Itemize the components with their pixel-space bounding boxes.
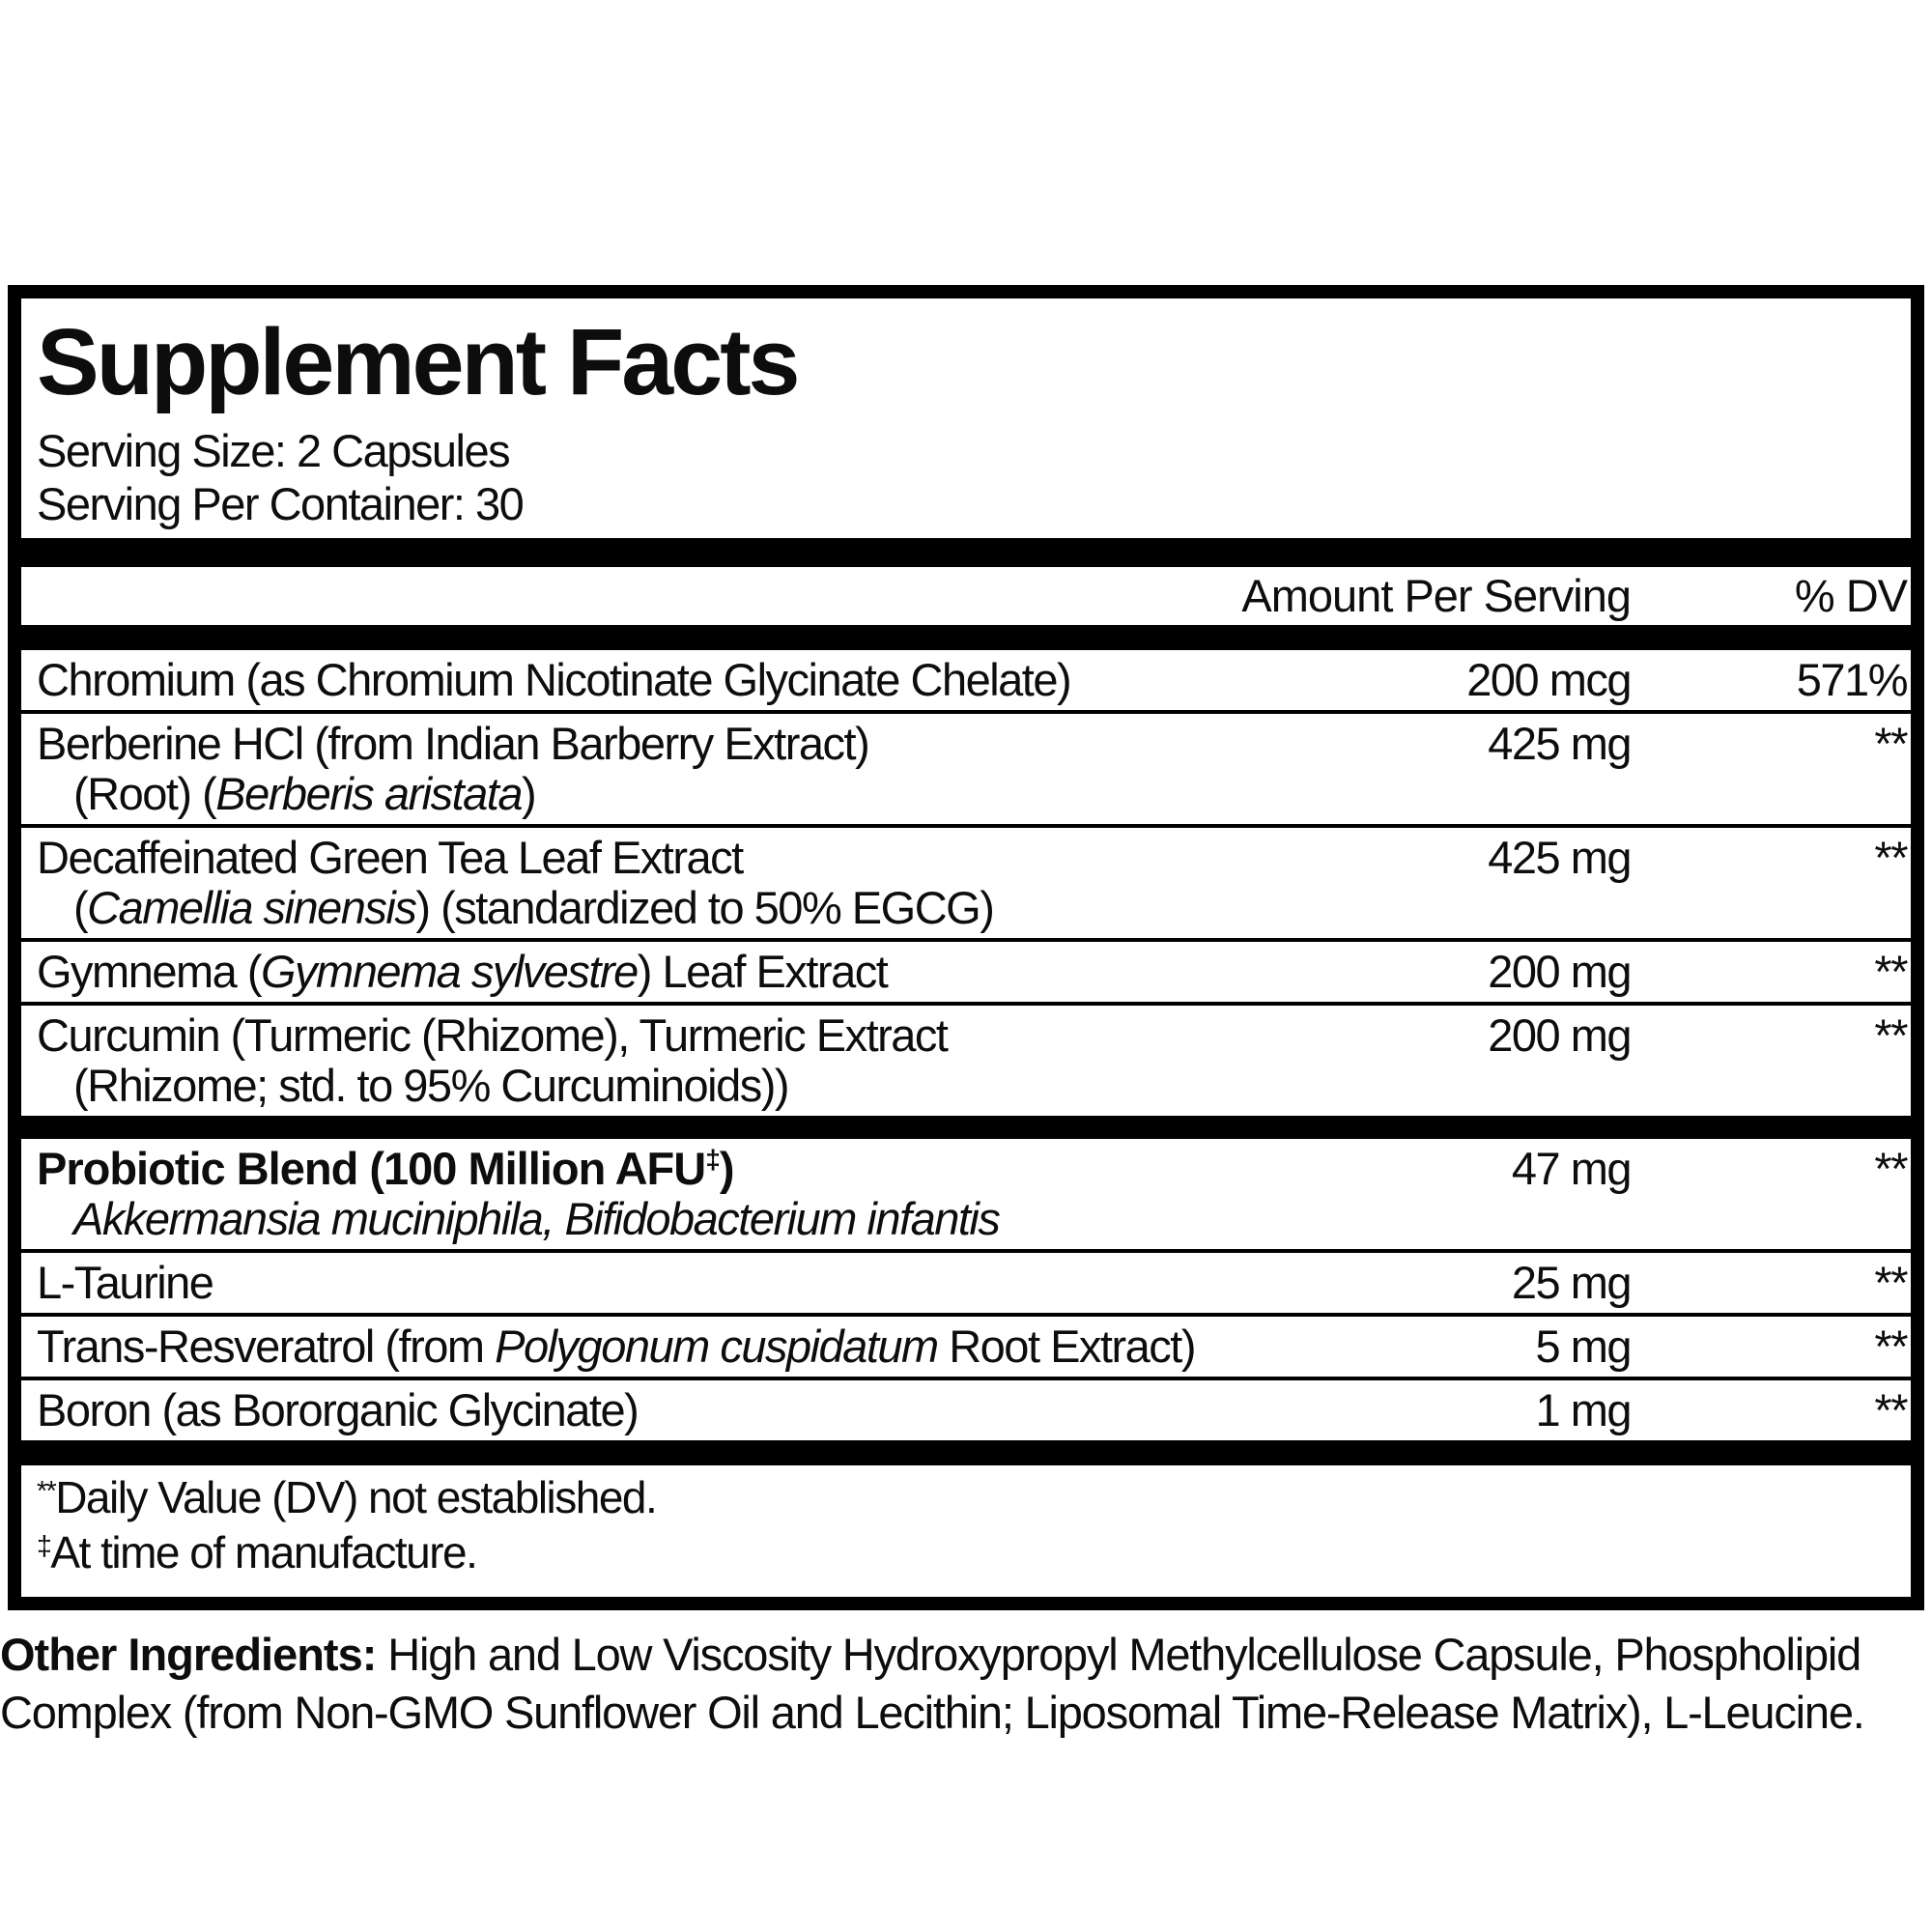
percent-dv-value: **: [1874, 1257, 1907, 1308]
other-ingredients-label: Other Ingredients:: [0, 1629, 377, 1680]
percent-dv-value: **: [1874, 1009, 1907, 1061]
ingredient-name: Trans-Resveratrol (from Polygonum cuspidatum Root Extract): [37, 1321, 1195, 1372]
percent-dv-value: **: [1874, 1384, 1907, 1435]
amount-per-serving-value: 200 mg: [1488, 946, 1631, 997]
amount-per-serving-value: 200 mcg: [1466, 654, 1631, 705]
ingredient-name: Chromium (as Chromium Nicotinate Glycinate Chelate): [37, 654, 1071, 705]
supplement-facts-panel: [8, 285, 1924, 1610]
header-amount-per-serving: Amount Per Serving: [1241, 570, 1631, 621]
amount-per-serving-value: 5 mg: [1535, 1321, 1631, 1372]
table-row: [21, 710, 1911, 824]
other-ingredients-line-1: [0, 1626, 1932, 1684]
amount-per-serving-value: 25 mg: [1511, 1257, 1631, 1308]
table-row: [21, 1249, 1911, 1313]
footnote-symbol: ‡: [37, 1531, 51, 1562]
facts-rows: [21, 650, 1911, 1440]
table-row: [21, 1313, 1911, 1377]
table-row: [21, 650, 1911, 710]
divider-bar-section: [21, 1116, 1911, 1139]
footnote: ‡At time of manufacture.: [37, 1527, 477, 1577]
ingredient-name: Berberine HCl (from Indian Barberry Extract) (Root) (Berberis aristata): [37, 718, 869, 819]
serving-size: Serving Size: 2 Capsules: [37, 425, 510, 476]
ingredient-name: Curcumin (Turmeric (Rhizome), Turmeric Extract (Rhizome; std. to 95% Curcuminoids)): [37, 1009, 948, 1111]
amount-per-serving-value: 425 mg: [1488, 832, 1631, 883]
table-row: [21, 1377, 1911, 1440]
table-row: [21, 1002, 1911, 1116]
footnotes: [21, 1465, 1911, 1597]
amount-per-serving-value: 1 mg: [1535, 1384, 1631, 1435]
ingredient-name: Gymnema (Gymnema sylvestre) Leaf Extract: [37, 946, 888, 997]
divider-bar-bottom: [21, 1440, 1911, 1465]
table-row: [21, 1139, 1911, 1249]
amount-per-serving-value: 47 mg: [1511, 1143, 1631, 1194]
ingredient-name: Boron (as Bororganic Glycinate): [37, 1384, 639, 1435]
other-ingredients: [0, 1626, 1932, 1742]
page-title: Supplement Facts: [37, 309, 798, 414]
ingredient-name: L-Taurine: [37, 1257, 213, 1308]
header-percent-dv: % DV: [1794, 570, 1907, 621]
table-header-row: [21, 567, 1911, 625]
divider-bar-header: [21, 625, 1911, 650]
other-ingredients-line-2: Complex (from Non-GMO Sunflower Oil and Lecithin; Liposomal Time-Release Matrix), L-Leucine.: [0, 1687, 1864, 1738]
percent-dv-value: **: [1874, 718, 1907, 769]
amount-per-serving-value: 200 mg: [1488, 1009, 1631, 1061]
percent-dv-value: **: [1874, 946, 1907, 997]
servings-per-container: Serving Per Container: 30: [37, 478, 524, 529]
percent-dv-value: **: [1874, 832, 1907, 883]
footnote: **Daily Value (DV) not established.: [37, 1472, 657, 1522]
other-ingredients-text-1: High and Low Viscosity Hydroxypropyl Methylcellulose Capsule, Phospholipid: [376, 1629, 1861, 1680]
ingredient-name: Decaffeinated Green Tea Leaf Extract (Camellia sinensis) (standardized to 50% EGCG): [37, 832, 994, 933]
percent-dv-value: **: [1874, 1321, 1907, 1372]
ingredient-name: Probiotic Blend (100 Million AFU‡) Akkermansia muciniphila, Bifidobacterium infantis: [37, 1143, 1000, 1244]
amount-per-serving-value: 425 mg: [1488, 718, 1631, 769]
percent-dv-value: **: [1874, 1143, 1907, 1194]
footnote-symbol: **: [37, 1476, 56, 1507]
divider-bar-top: [21, 538, 1911, 567]
table-row: [21, 824, 1911, 938]
table-row: [21, 938, 1911, 1002]
percent-dv-value: 571%: [1796, 654, 1907, 705]
